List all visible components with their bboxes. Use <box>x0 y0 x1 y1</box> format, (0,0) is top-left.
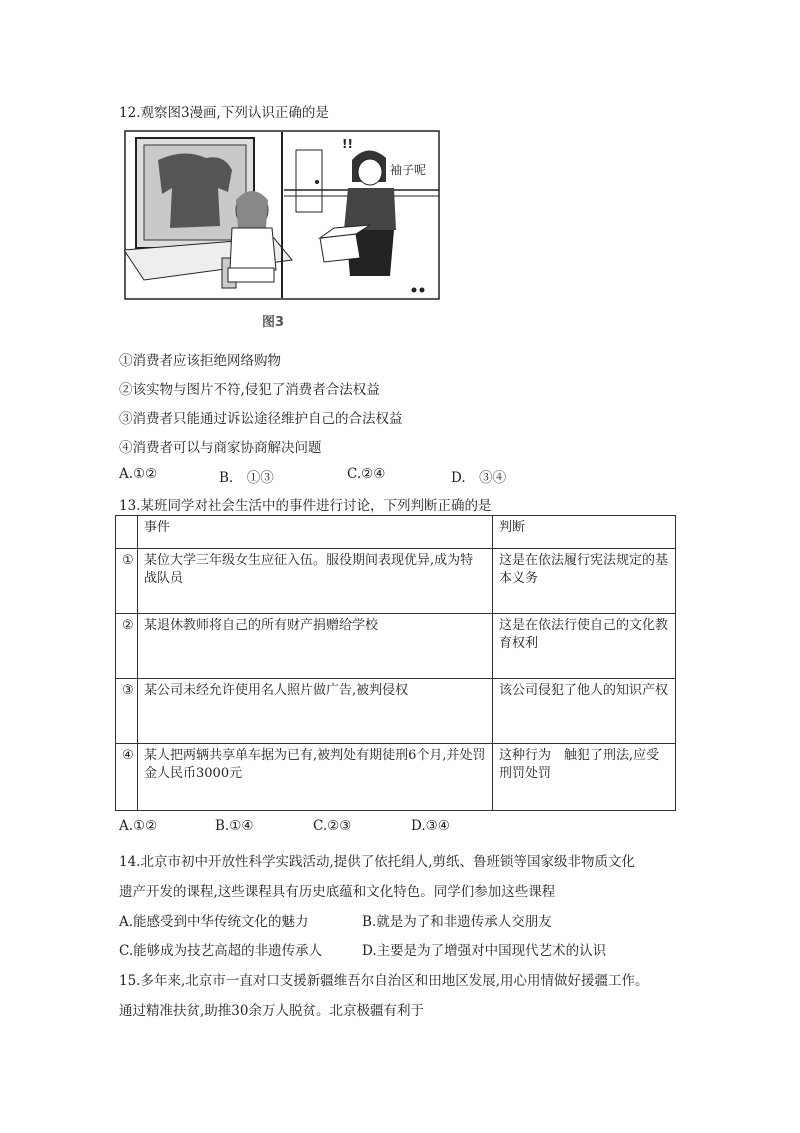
header-num <box>116 516 138 549</box>
row-event: 某公司未经允许使用名人照片做广告,被判侵权 <box>138 679 493 744</box>
header-judgment: 判断 <box>493 516 676 549</box>
row-num: ① <box>116 549 138 614</box>
q12-choice-c: C.②④ <box>347 466 386 482</box>
row-num: ③ <box>116 679 138 744</box>
row-judgment: 这种行为 触犯了刑法,应受刑罚处罚 <box>493 744 676 811</box>
row-event: 某退休教师将自己的所有财产捐赠给学校 <box>138 614 493 679</box>
row-num: ④ <box>116 744 138 811</box>
q14-line-2: 遗产开发的课程,这些课程具有历史底蕴和文化特色。同学们参加这些课程 <box>119 884 556 900</box>
comic-speech: 袖子呢 <box>390 163 427 177</box>
header-event: 事件 <box>138 516 493 549</box>
q14-choice-b: B.就是为了和非遗传承人交朋友 <box>362 914 552 930</box>
q12-choices <box>119 466 506 486</box>
row-event: 某位大学三年级女生应征入伍。服役期间表现优异,成为特战队员 <box>138 549 493 614</box>
q12-choice-b: B. ①③ <box>219 470 274 486</box>
q13-choice-d: D.③④ <box>411 818 450 834</box>
row-judgment: 这是在依法履行宪法规定的基本义务 <box>493 549 676 614</box>
q14-line-1: 14.北京市初中开放性科学实践活动,提供了依托绢人,剪纸、鲁班锁等国家级非物质文化 <box>119 854 636 870</box>
comic-illustration <box>124 130 440 300</box>
q12-choice-a: A.①② <box>119 466 158 482</box>
q14-choice-c: C.能够成为技艺高超的非遗传承人 <box>119 943 323 959</box>
q13-table <box>115 515 676 811</box>
table-row <box>116 614 676 679</box>
row-event: 某人把两辆共享单车据为已有,被判处有期徒刑6个月,并处罚金人民币3000元 <box>138 744 493 811</box>
row-judgment: 这是在依法行使自己的文化教育权利 <box>493 614 676 679</box>
q12-option-4: ④消费者可以与商家协商解决问题 <box>119 440 322 456</box>
row-num: ② <box>116 614 138 679</box>
q14-choice-d: D.主要是为了增强对中国现代艺术的认识 <box>362 943 607 959</box>
q13-choices <box>119 818 450 834</box>
q15-line-2: 通过精准扶贫,助推30余万人脱贫。北京极疆有利于 <box>119 1003 424 1019</box>
q15-line-1: 15.多年来,北京市一直对口支援新疆维吾尔自治区和田地区发展,用心用情做好援疆工作。 <box>119 973 649 989</box>
q12-option-3: ③消费者只能通过诉讼途径维护自己的合法权益 <box>119 411 403 427</box>
q12-option-2: ②该实物与图片不符,侵犯了消费者合法权益 <box>119 382 380 398</box>
q13-choice-a: A.①② <box>119 818 158 834</box>
q14-choice-a: A.能感受到中华传统文化的魅力 <box>119 914 309 930</box>
figure-caption: 图3 <box>262 315 285 330</box>
table-row <box>116 744 676 811</box>
comic-exclaim: !! <box>342 137 353 151</box>
q13-title: 13.某班同学对社会生活中的事件进行讨论，下列判断正确的是 <box>119 498 492 514</box>
row-judgment: 该公司侵犯了他人的知识产权 <box>493 679 676 744</box>
table-row <box>116 549 676 614</box>
q12-choice-d: D. ③④ <box>451 470 507 486</box>
table-row <box>116 679 676 744</box>
q12-option-1: ①消费者应该拒绝网络购物 <box>119 353 281 369</box>
table-header-row <box>116 516 676 549</box>
q13-choice-b: B.①④ <box>215 818 254 834</box>
q13-choice-c: C.②③ <box>313 818 352 834</box>
q12-title: 12.观察图3漫画,下列认识正确的是 <box>119 105 329 121</box>
